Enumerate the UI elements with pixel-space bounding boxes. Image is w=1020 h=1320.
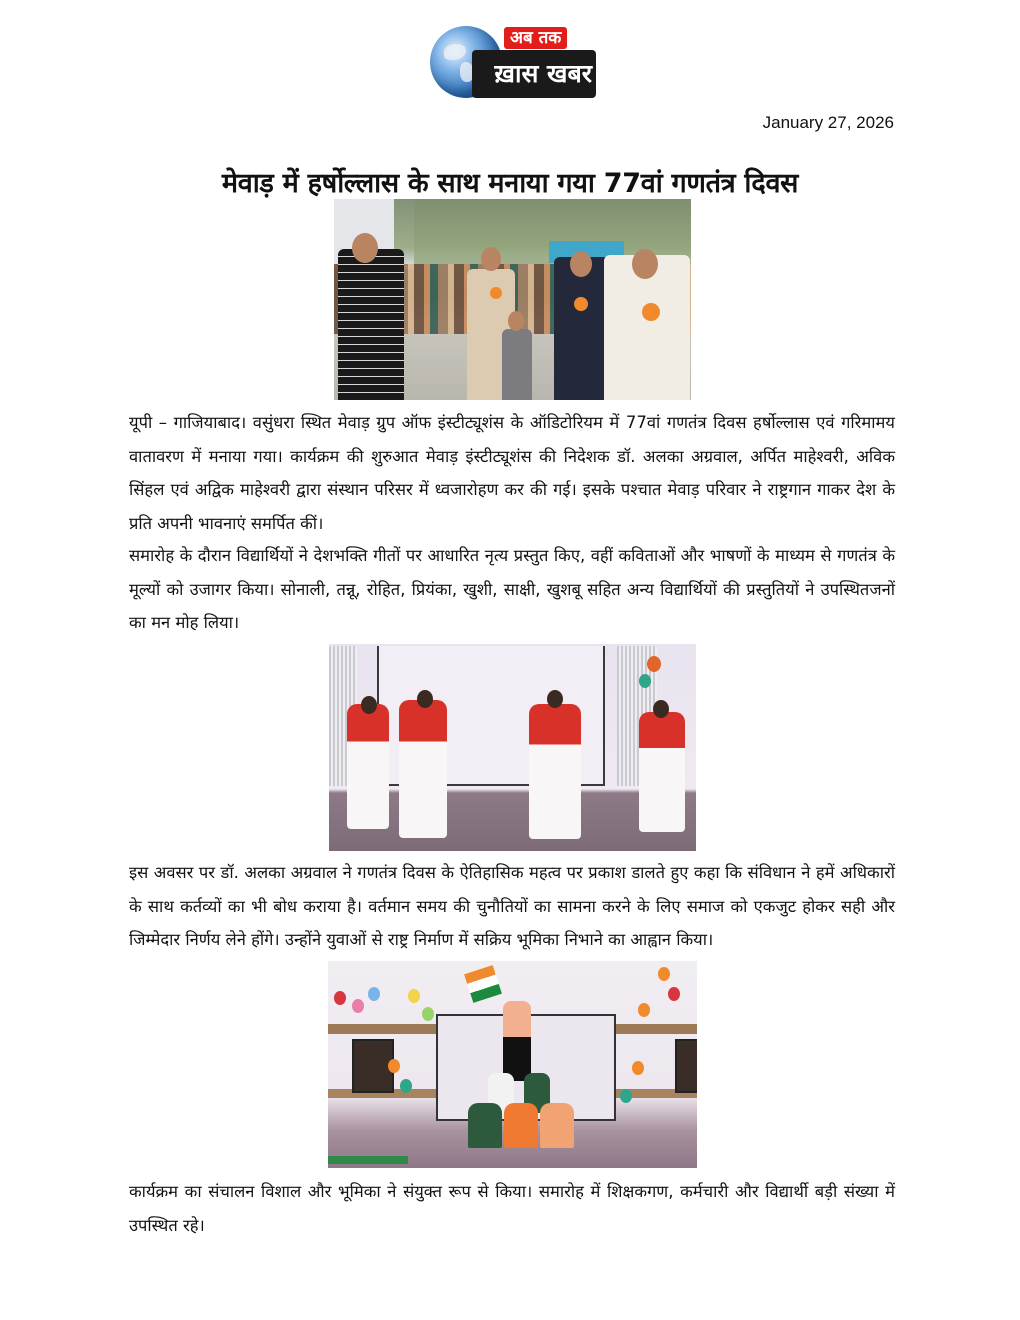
article-photo-dance bbox=[329, 644, 696, 851]
article-paragraph-4: कार्यक्रम का संचालन विशाल और भूमिका ने संयुक्त रूप से किया। समारोह में शिक्षकगण, कर्मचारी और विद्यार्थी बड़ी संख्या में उपस्थित रहे। bbox=[129, 1182, 895, 1235]
masthead-logo bbox=[430, 24, 598, 102]
article-date: January 27, 2026 bbox=[762, 113, 894, 132]
article-paragraph-3: इस अवसर पर डॉ. अलका अग्रवाल ने गणतंत्र दिवस के ऐतिहासिक महत्व पर प्रकाश डालते हुए कहा कि संविधान ने हमें अधिकारों के साथ कर्तव्यों का भी बोध कराया है। वर्तमान समय की चुनौतियों का सामना करने के लिए समाज को एकजुट होकर सही और जिम्मेदार निर्णय लेने होंगे। उन्होंने युवाओं से राष्ट्र निर्माण में सक्रिय भूमिका निभाने का आह्वान किया। bbox=[129, 863, 895, 949]
article-photo-human-pyramid bbox=[328, 961, 697, 1168]
article-headline: मेवाड़ में हर्षोल्लास के साथ मनाया गया 77वां गणतंत्र दिवस bbox=[221, 168, 799, 199]
article-photo-flag-hoisting bbox=[334, 199, 691, 400]
article-paragraph-2: समारोह के दौरान विद्यार्थियों ने देशभक्ति गीतों पर आधारित नृत्य प्रस्तुत किए, वहीं कविताओं और भाषणों के माध्यम से गणतंत्र के मूल्यों को उजागर किया। सोनाली, तन्नू, रोहित, प्रियंका, खुशी, साक्षी, खुशबू सहित अन्य विद्यार्थियों की प्रस्तुतियों ने उपस्थितजनों का मन मोह लिया। bbox=[129, 546, 895, 632]
logo-title: ख़ास खबर bbox=[472, 50, 596, 98]
article-paragraph-1: यूपी – गाजियाबाद। वसुंधरा स्थित मेवाड़ ग्रुप ऑफ इंस्टीट्यूशंस के ऑडिटोरियम में 77वां गणतंत्र दिवस हर्षोल्लास एवं गरिमामय वातावरण में मनाया गया। कार्यक्रम की शुरुआत मेवाड़ इंस्टीट्यूशंस की निदेशक डॉ. अलका अग्रवाल, अर्पित माहेश्वरी, अविक सिंहल एवं अद्विक माहेश्वरी द्वारा संस्थान परिसर में ध्वजारोहण कर की गई। इसके पश्चात मेवाड़ परिवार ने राष्ट्रगान गाकर देश के प्रति अपनी भावनाएं समर्पित कीं। bbox=[129, 413, 895, 533]
logo-tagline: अब तक bbox=[504, 27, 567, 49]
indian-flag bbox=[464, 965, 502, 1003]
